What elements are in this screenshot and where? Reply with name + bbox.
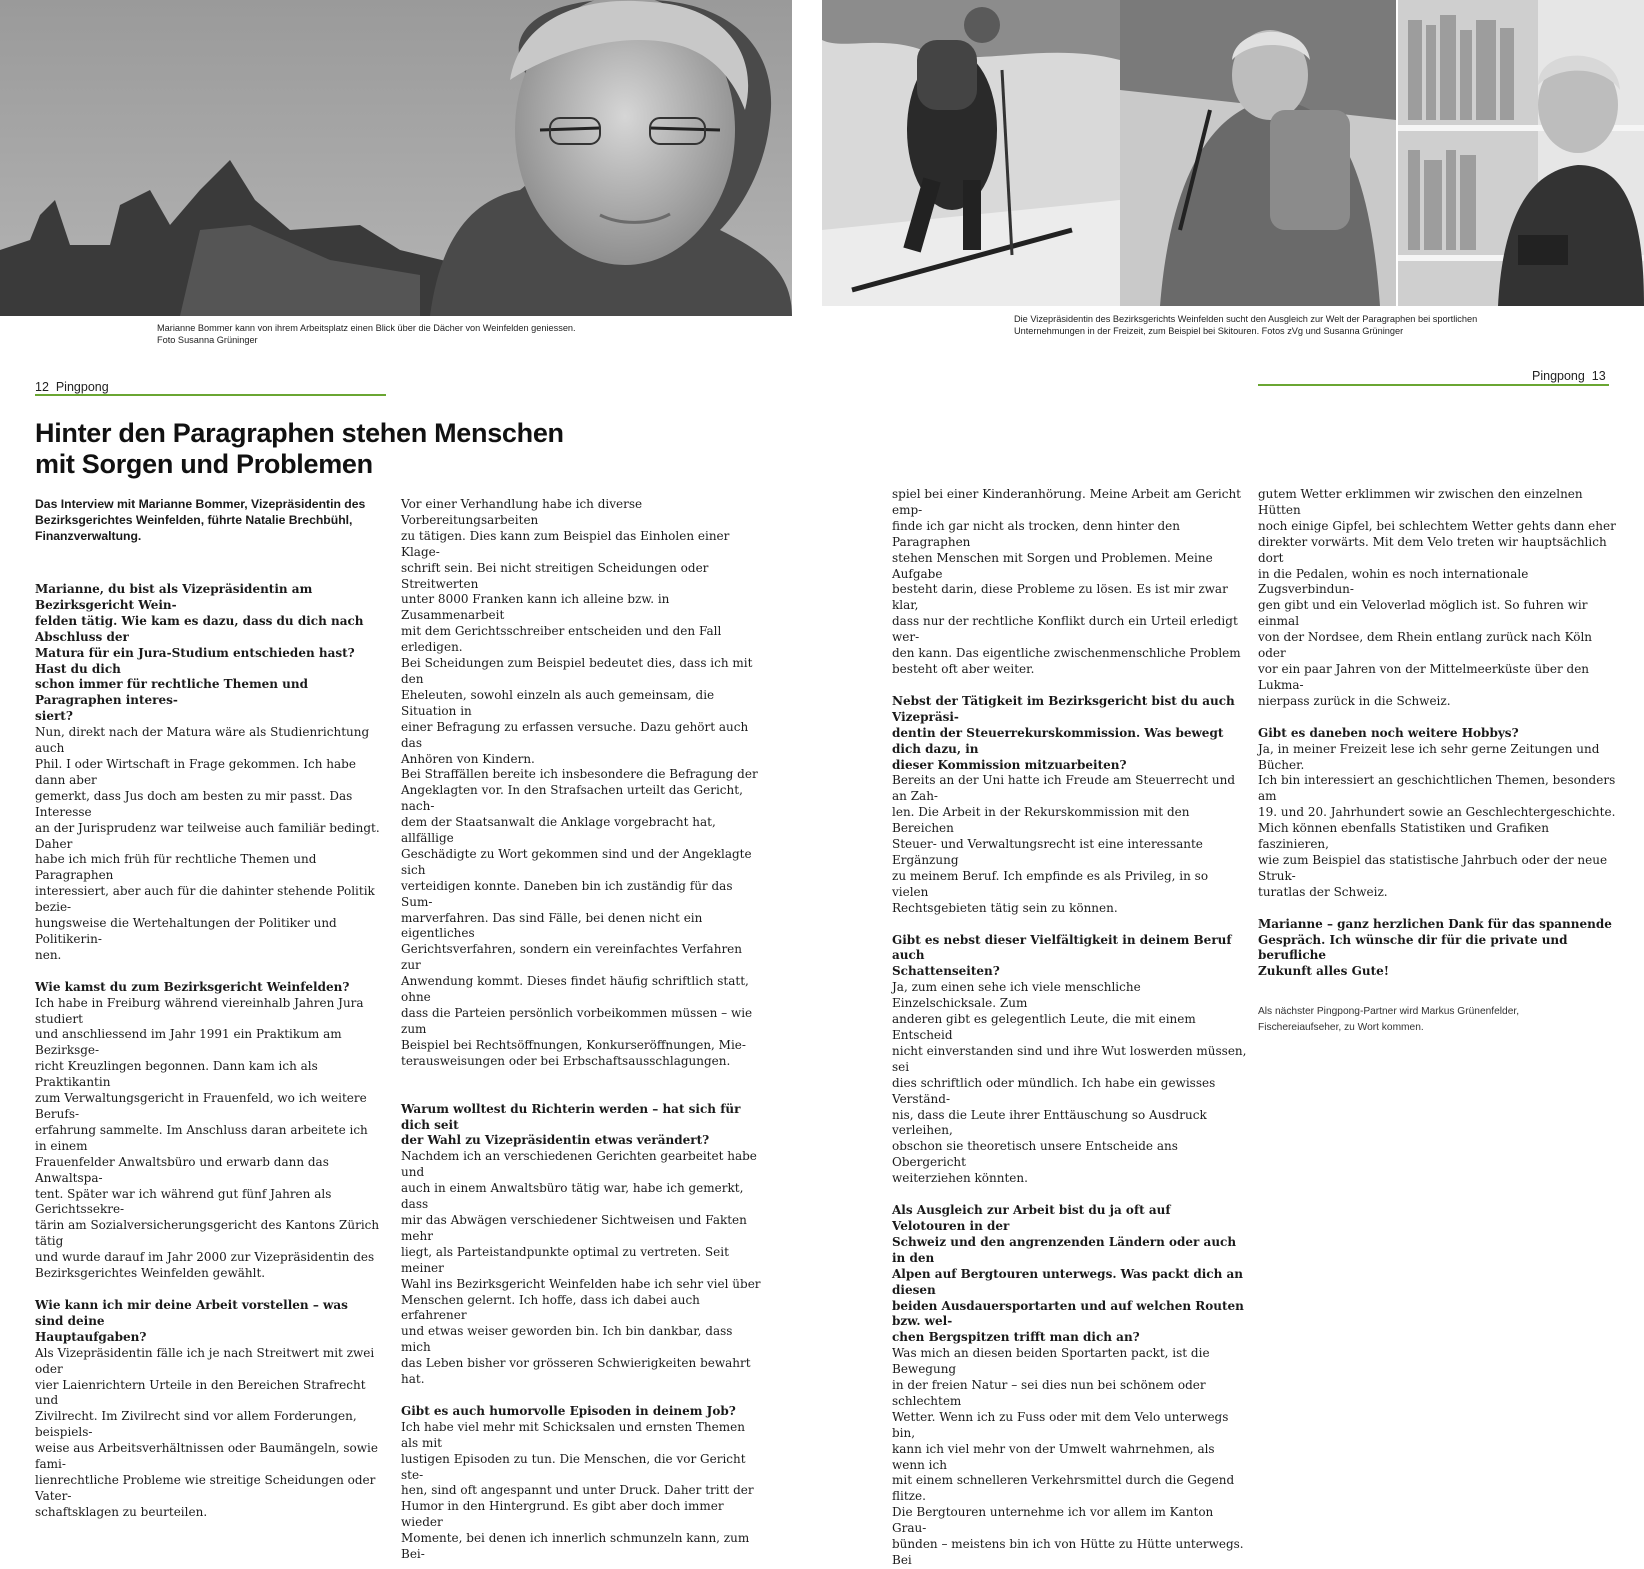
text-line: der Wahl zu Vizepräsidentin etwas verändert?: [401, 1133, 710, 1148]
text-line: nicht einverstanden sind und ihre Wut loswerden müssen, sei: [892, 1043, 1247, 1074]
text-line: Wetter. Wenn ich zu Fuss oder mit dem Velo unterwegs bin,: [892, 1409, 1229, 1440]
interview-question: [1258, 726, 1618, 742]
interview-question: [401, 1102, 761, 1150]
text-line: noch einige Gipfel, bei schlechtem Wetter gehts dann eher: [1258, 518, 1616, 533]
text-line: mir das Abwägen verschiedener Sichtweisen und Fakten mehr: [401, 1212, 747, 1243]
text-line: Eheleuten, sowohl einzeln als auch gemeinsam, die Situation in: [401, 687, 715, 718]
text-line: habe ich mich früh für rechtliche Themen und Paragraphen: [35, 852, 317, 883]
interview-answer: [892, 487, 1247, 678]
text-line: obschon sie theoretisch unsere Entscheide ans Obergericht: [892, 1139, 1178, 1170]
text-line: len. Die Arbeit in der Rekurskommission mit den Bereichen: [892, 805, 1190, 836]
text-line: weise aus Arbeitsverhältnissen oder Baumängeln, sowie fami-: [35, 1441, 378, 1472]
text-line: Schattenseiten?: [892, 964, 1000, 979]
text-line: mit einem schnelleren Verkehrsmittel durch die Gegend flitze.: [892, 1473, 1235, 1504]
text-line: Nachdem ich an verschiedenen Gerichten gearbeitet habe und: [401, 1149, 757, 1180]
text-line: Humor in den Hintergrund. Es gibt aber doch immer wieder: [401, 1499, 724, 1530]
interview-answer: [35, 996, 380, 1282]
text-line: schrift sein. Bei nicht streitigen Scheidungen oder Streitwerten: [401, 560, 709, 591]
caption-line: Marianne Bommer kann von ihrem Arbeitsplatz einen Blick über die Dächer von Weinfelden geniessen.: [157, 323, 576, 333]
text-line: spiel bei einer Kinderanhörung. Meine Arbeit am Gericht emp-: [892, 487, 1241, 517]
text-line: dieser Kommission mitzuarbeiten?: [892, 757, 1127, 772]
text-line: Phil. I oder Wirtschaft in Frage gekommen. Ich habe dann aber: [35, 756, 356, 787]
article-column-3: [892, 487, 1247, 1569]
photo-caption-right: [1014, 313, 1477, 337]
text-line: Gerichtsverfahren, sondern ein vereinfachtes Verfahren zur: [401, 942, 743, 973]
interview-answer: [401, 497, 761, 1070]
text-line: Anwendung kommt. Dieses findet häufig schriftlich statt, ohne: [401, 974, 749, 1005]
text-line: Ich bin interessiert an geschichtlichen Themen, besonders am: [1258, 773, 1616, 804]
text-line: Gibt es nebst dieser Vielfältigkeit in deinem Beruf auch: [892, 932, 1232, 963]
text-line: felden tätig. Wie kam es dazu, dass du dich nach Abschluss der: [35, 613, 364, 644]
text-line: Warum wolltest du Richterin werden – hat sich für dich seit: [401, 1101, 741, 1132]
text-line: Was mich an diesen beiden Sportarten packt, ist die Bewegung: [892, 1346, 1210, 1377]
text-line: erfahrung sammelte. Im Anschluss daran arbeitete ich in einem: [35, 1122, 368, 1153]
article-column-2: [401, 497, 761, 1563]
text-line: Nun, direkt nach der Matura wäre als Studienrichtung auch: [35, 725, 370, 756]
article-column-1: [35, 496, 380, 1521]
text-line: weiterziehen könnten.: [892, 1171, 1028, 1186]
text-line: zu tätigen. Dies kann zum Beispiel das Einholen einer Klage-: [401, 528, 730, 559]
text-line: finde ich gar nicht als trocken, denn hinter den Paragraphen: [892, 518, 1181, 549]
text-line: anderen gibt es gelegentlich Leute, die mit einem Entscheid: [892, 1012, 1196, 1042]
text-line: Bei Scheidungen zum Beispiel bedeutet dies, dass ich mit den: [401, 656, 753, 686]
text-line: auch in einem Anwaltsbüro tätig war, habe ich gemerkt, dass: [401, 1181, 744, 1212]
text-line: Angeklagten vor. In den Strafsachen urteilt das Gericht, nach-: [401, 783, 743, 814]
text-line: bünden – meistens bin ich von Hütte zu Hütte unterwegs. Bei: [892, 1537, 1244, 1567]
text-line: Als nächster Pingpong-Partner wird Markus Grünenfelder,: [1258, 1006, 1520, 1018]
text-line: terausweisungen oder bei Erbschaftsausschlagungen.: [401, 1053, 731, 1068]
text-line: Als Ausgleich zur Arbeit bist du ja oft auf Velotouren in der: [892, 1203, 1171, 1233]
portrait-photo: [0, 0, 792, 316]
text-line: Als Vizepräsidentin fälle ich je nach Streitwert mit zwei oder: [35, 1345, 375, 1376]
text-line: Rechtsgebieten tätig sein zu können.: [892, 900, 1118, 915]
text-line: Wie kamst du zum Bezirksgericht Weinfelden?: [35, 979, 350, 994]
text-line: Ich habe viel mehr mit Schicksalen und ernsten Themen als mit: [401, 1419, 745, 1450]
ski-tour-photo: [822, 0, 1120, 306]
text-line: marverfahren. Das sind Fälle, bei denen nicht ein eigentliches: [401, 910, 703, 941]
text-line: hungsweise die Wertehaltungen der Politiker und Politikerin-: [35, 916, 337, 946]
text-line: direkter vorwärts. Mit dem Velo treten wir hauptsächlich dort: [1258, 534, 1607, 565]
interview-answer: [35, 1346, 380, 1521]
text-line: Mich können ebenfalls Statistiken und Grafiken faszinieren,: [1258, 821, 1549, 852]
text-line: vier Laienrichtern Urteile in den Bereichen Strafrecht und: [35, 1377, 366, 1408]
text-line: Ich habe in Freiburg während viereinhalb Jahren Jura studiert: [35, 995, 364, 1026]
text-line: siert?: [35, 709, 73, 724]
interview-answer: [1258, 742, 1618, 901]
text-line: liegt, als Parteistandpunkte optimal zu vertreten. Seit meiner: [401, 1244, 729, 1275]
headline-line: mit Sorgen und Problemen: [35, 449, 373, 479]
text-line: Das Interview mit Marianne Bommer, Vizepräsidentin des: [35, 497, 366, 511]
caption-line: Unternehmungen in der Freizeit, zum Beispiel bei Skitouren. Fotos zVg und Susanna Grüninger: [1014, 326, 1404, 336]
text-line: lienrechtliche Probleme wie streitige Scheidungen oder Vater-: [35, 1472, 376, 1503]
text-line: Wahl ins Bezirksgericht Weinfelden habe ich sehr viel über: [401, 1276, 761, 1291]
text-line: von der Nordsee, dem Rhein entlang zurück nach Köln oder: [1258, 630, 1593, 661]
text-line: Momente, bei denen ich innerlich schmunzeln kann, zum Bei-: [401, 1531, 750, 1562]
text-line: Vor einer Verhandlung habe ich diverse Vorbereitungsarbeiten: [401, 497, 643, 527]
caption-line: Die Vizepräsidentin des Bezirksgerichts Weinfelden sucht den Ausgleich zur Welt der Paragraphen bei sportlichen: [1014, 314, 1478, 324]
text-line: Ja, in meiner Freizeit lese ich sehr gerne Zeitungen und Bücher.: [1258, 741, 1600, 772]
text-line: gen gibt und ein Veloverlad möglich ist. So fuhren wir einmal: [1258, 598, 1588, 629]
running-head-right: Pingpong 13: [1532, 369, 1606, 383]
text-line: Gibt es daneben noch weitere Hobbys?: [1258, 725, 1519, 740]
text-line: Marianne – ganz herzlichen Dank für das spannende: [1258, 916, 1612, 931]
headline-line: Hinter den Paragraphen stehen Menschen: [35, 418, 564, 448]
interview-question: [35, 1298, 380, 1346]
interview-question: [892, 933, 1247, 981]
text-line: Beispiel bei Rechtsöffnungen, Konkurseröffnungen, Mie-: [401, 1037, 746, 1052]
text-line: tärin am Sozialversicherungsgericht des Kantons Zürich tätig: [35, 1218, 380, 1249]
text-line: unter 8000 Franken kann ich alleine bzw. in Zusammenarbeit: [401, 592, 670, 623]
green-rule-right: [1258, 384, 1609, 386]
closing-thanks: [1258, 917, 1618, 981]
text-line: das Leben bisher vor grösseren Schwierigkeiten bewahrt hat.: [401, 1356, 751, 1387]
caption-line: Foto Susanna Grüninger: [157, 335, 258, 345]
text-line: Bezirksgerichtes Weinfelden gewählt.: [35, 1266, 266, 1281]
text-line: in der freien Natur – sei dies nun bei schönem oder schlechtem: [892, 1378, 1206, 1408]
text-line: Bezirksgerichtes Weinfelden, führte Natalie Brechbühl,: [35, 513, 353, 527]
interview-answer: [892, 980, 1247, 1187]
text-line: schon immer für rechtliche Themen und Paragraphen interes-: [35, 677, 309, 708]
article-column-4: [1258, 487, 1618, 1036]
text-line: nierpass zurück in die Schweiz.: [1258, 693, 1451, 708]
text-line: gutem Wetter erklimmen wir zwischen den einzelnen Hütten: [1258, 487, 1583, 517]
interview-answer: [1258, 487, 1618, 710]
text-line: Bei Straffällen bereite ich insbesondere die Befragung der: [401, 767, 758, 782]
text-line: interessiert, aber auch für die dahinter stehende Politik bezie-: [35, 884, 375, 915]
photo-caption-left: [157, 322, 576, 346]
interview-answer: [35, 725, 380, 964]
text-line: Anhören von Kindern.: [401, 751, 535, 766]
text-line: Finanzverwaltung.: [35, 529, 142, 543]
interview-answer: [892, 773, 1247, 916]
text-line: dentin der Steuerrekurskommission. Was bewegt dich dazu, in: [892, 725, 1224, 756]
text-line: Wie kann ich mir deine Arbeit vorstellen – was sind deine: [35, 1297, 348, 1328]
text-line: Ja, zum einen sehe ich viele menschliche Einzelschicksale. Zum: [892, 980, 1141, 1011]
interview-question: [35, 980, 380, 996]
text-line: und etwas weiser geworden bin. Ich bin dankbar, dass mich: [401, 1324, 733, 1355]
text-line: Hauptaufgaben?: [35, 1329, 147, 1344]
interview-question: [892, 694, 1247, 774]
next-partner-note: [1258, 1004, 1618, 1036]
text-line: besteht oft aber weiter.: [892, 661, 1035, 676]
text-line: einer Befragung zu erfassen versuche. Dazu gehört auch das: [401, 719, 749, 750]
text-line: nis, dass die Leute ihrer Enttäuschung so Ausdruck verleihen,: [892, 1107, 1207, 1138]
text-line: in die Pedalen, wohin es noch internationale Zugsverbindun-: [1258, 566, 1529, 597]
interview-question: [892, 1203, 1247, 1346]
text-line: Bereits an der Uni hatte ich Freude am Steuerrecht und an Zah-: [892, 773, 1236, 804]
text-line: vor ein paar Jahren von der Mittelmeerküste über den Lukma-: [1258, 661, 1590, 692]
text-line: stehen Menschen mit Sorgen und Problemen. Meine Aufgabe: [892, 550, 1213, 581]
article-headline: [35, 418, 655, 480]
text-line: zu meinem Beruf. Ich empfinde es als Privileg, in so vielen: [892, 868, 1209, 899]
text-line: Zivilrecht. Im Zivilrecht sind vor allem Forderungen, beispiels-: [35, 1409, 357, 1440]
text-line: Menschen gelernt. Ich hoffe, dass ich dabei auch erfahrener: [401, 1292, 700, 1323]
text-line: lustigen Episoden zu tun. Die Menschen, die vor Gericht ste-: [401, 1451, 746, 1482]
interview-answer: [892, 1346, 1247, 1569]
text-line: Steuer- und Verwaltungsrecht ist eine interessante Ergänzung: [892, 837, 1203, 867]
bookshelf-portrait-photo: [1398, 0, 1644, 306]
interview-question: [401, 1404, 761, 1420]
text-line: dass die Parteien persönlich vorbeikommen müssen – wie zum: [401, 1006, 753, 1036]
text-line: Gibt es auch humorvolle Episoden in deinem Job?: [401, 1403, 736, 1418]
text-line: wie zum Beispiel das statistische Jahrbuch oder der neue Struk-: [1258, 852, 1608, 883]
text-line: Alpen auf Bergtouren unterwegs. Was packt dich an diesen: [892, 1266, 1243, 1297]
text-line: hen, sind oft angespannt und unter Druck. Daher tritt der: [401, 1483, 754, 1498]
text-line: Schweiz und den angrenzenden Ländern oder auch in den: [892, 1234, 1237, 1265]
green-rule-left: [35, 394, 386, 396]
text-line: an der Jurisprudenz war teilweise auch familiär bedingt. Daher: [35, 820, 380, 851]
lead-paragraph: [35, 496, 380, 544]
interview-answer: [401, 1149, 761, 1388]
text-line: Marianne, du bist als Vizepräsidentin am Bezirksgericht Wein-: [35, 582, 313, 612]
interview-answer: [401, 1420, 761, 1563]
text-line: dem der Staatsanwalt die Anklage vorgebracht hat, allfällige: [401, 815, 716, 846]
interview-question: [35, 582, 380, 725]
text-line: Fischereiaufseher, zu Wort kommen.: [1258, 1022, 1424, 1034]
hiker-portrait-photo: [1120, 0, 1396, 306]
text-line: tent. Später war ich während gut fünf Jahren als Gerichtssekre-: [35, 1186, 332, 1217]
text-line: dies schriftlich oder mündlich. Ich habe ein gewisses Verständ-: [892, 1075, 1216, 1106]
text-line: beiden Ausdauersportarten und auf welchen Routen bzw. wel-: [892, 1298, 1244, 1329]
text-line: Zukunft alles Gute!: [1258, 964, 1390, 979]
text-line: zum Verwaltungsgericht in Frauenfeld, wo ich weitere Berufs-: [35, 1091, 367, 1121]
text-line: Matura für ein Jura-Studium entschieden hast? Hast du dich: [35, 645, 355, 676]
running-head-left: 12 Pingpong: [35, 380, 109, 394]
text-line: Gespräch. Ich wünsche dir für die private und berufliche: [1258, 932, 1568, 963]
text-line: schaftsklagen zu beurteilen.: [35, 1504, 208, 1519]
text-line: kann ich viel mehr von der Umwelt wahrnehmen, als wenn ich: [892, 1441, 1215, 1472]
text-line: turatlas der Schweiz.: [1258, 884, 1388, 899]
text-line: besteht darin, diese Probleme zu lösen. Es ist mir zwar klar,: [892, 582, 1228, 613]
text-line: Die Bergtouren unternehme ich vor allem im Kanton Grau-: [892, 1505, 1214, 1536]
text-line: gemerkt, dass Jus doch am besten zu mir passt. Das Interesse: [35, 788, 353, 819]
text-line: Geschädigte zu Wort gekommen sind und der Angeklagte sich: [401, 846, 752, 877]
text-line: verteidigen konnte. Daneben bin ich zuständig für das Sum-: [401, 878, 733, 909]
text-line: Nebst der Tätigkeit im Bezirksgericht bist du auch Vizepräsi-: [892, 693, 1235, 724]
text-line: und anschliessend im Jahr 1991 ein Praktikum am Bezirksge-: [35, 1027, 342, 1058]
text-line: mit dem Gerichtsschreiber entscheiden und den Fall erledigen.: [401, 624, 722, 655]
text-line: den kann. Das eigentliche zwischenmenschliche Problem: [892, 646, 1241, 661]
text-line: 19. und 20. Jahrhundert sowie an Geschlechtergeschichte.: [1258, 805, 1616, 820]
text-line: und wurde darauf im Jahr 2000 zur Vizepräsidentin des: [35, 1250, 375, 1265]
text-line: chen Bergspitzen trifft man dich an?: [892, 1330, 1140, 1345]
text-line: nen.: [35, 947, 62, 962]
text-line: richt Kreuzlingen begonnen. Dann kam ich als Praktikantin: [35, 1059, 318, 1090]
text-line: dass nur der rechtliche Konflikt durch ein Urteil erledigt wer-: [892, 614, 1238, 645]
text-line: Frauenfelder Anwaltsbüro und erwarb dann das Anwaltspa-: [35, 1154, 329, 1185]
